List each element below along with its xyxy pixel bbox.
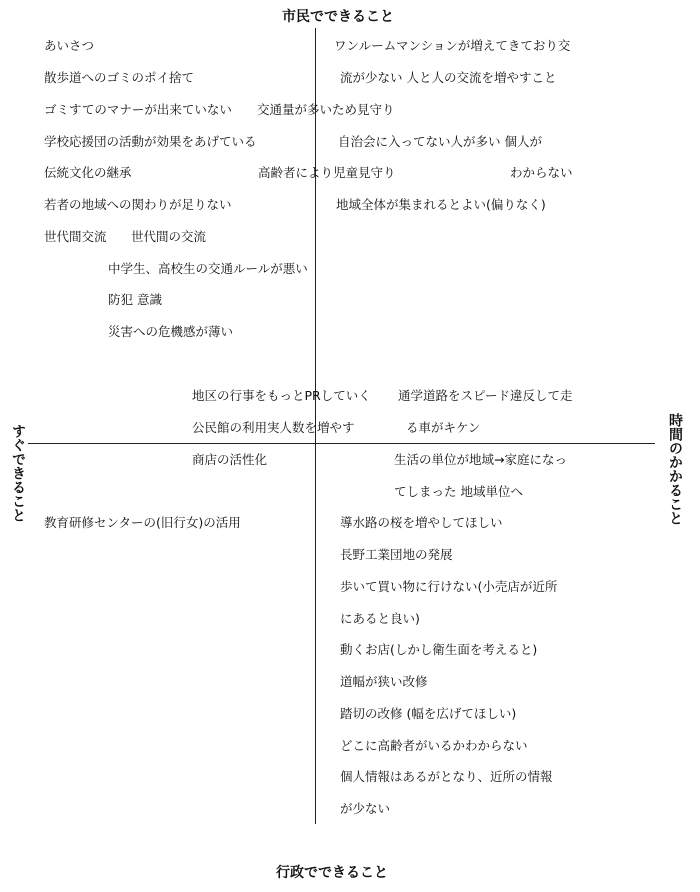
item-community-hall: 公民館の利用実人数を増やす	[192, 420, 355, 435]
item-generation-exchange-2: 世代間の交流	[131, 229, 207, 244]
item-student-traffic: 中学生、高校生の交通ルールが悪い	[108, 261, 308, 276]
axis-label-bottom: 行政でできること	[276, 865, 388, 881]
item-road-width: 道幅が狭い改修	[340, 674, 428, 689]
item-generation-exchange-1: 世代間交流	[44, 229, 107, 244]
item-speeding-1: 通学道路をスピード違反して走	[398, 388, 573, 403]
item-training-center: 教育研修センターの(旧行女)の活用	[44, 515, 241, 530]
item-disaster-awareness: 災害への危機感が薄い	[108, 324, 234, 339]
axis-label-top: 市民でできること	[282, 9, 394, 25]
item-personal-info-2: が少ない	[340, 801, 391, 816]
item-event-pr: 地区の行事をもっとPRしていく	[192, 388, 371, 403]
item-traffic-watch: 交通量が多いため見守り	[257, 102, 395, 117]
axis-label-right: 時間のかかること	[667, 413, 683, 525]
item-industrial-park: 長野工業団地の発展	[340, 547, 453, 562]
item-living-unit-2: てしまった 地域単位へ	[394, 484, 523, 499]
item-litter-walkway: 散歩道へのゴミのポイ捨て	[44, 70, 195, 85]
item-association-1: 自治会に入ってない人が多い 個人が	[338, 134, 542, 149]
axis-label-left: すぐできること	[10, 424, 26, 522]
item-association-2: わからない	[510, 165, 573, 180]
item-oneroom-2: 流が少ない 人と人の交流を増やすこと	[340, 70, 557, 85]
item-school-support: 学校応援団の活動が効果をあげている	[44, 134, 257, 149]
item-whole-community: 地域全体が集まれるとよい(偏りなく)	[336, 197, 546, 212]
item-youth-involvement: 若者の地域への関わりが足りない	[44, 197, 232, 212]
item-garbage-manners: ゴミすてのマナーが出来ていない	[44, 102, 232, 117]
item-crime-prevention: 防犯 意識	[108, 292, 162, 307]
item-shopping-access-1: 歩いて買い物に行けない(小売店が近所	[340, 579, 558, 594]
item-living-unit-1: 生活の単位が地域→家庭になっ	[394, 452, 567, 467]
item-mobile-shop: 動くお店(しかし衛生面を考えると)	[340, 642, 538, 657]
item-shopping-access-2: にあると良い)	[340, 611, 420, 626]
item-personal-info-1: 個人情報はあるがとなり、近所の情報	[340, 769, 553, 784]
item-elderly-location: どこに高齢者がいるかわからない	[340, 738, 528, 753]
item-speeding-2: る車がキケン	[406, 420, 481, 435]
item-greeting: あいさつ	[44, 38, 95, 53]
item-oneroom-1: ワンルームマンションが増えてきており交	[334, 38, 571, 53]
item-elderly-watch: 高齢者により児童見守り	[258, 165, 396, 180]
item-shop-revitalize: 商店の活性化	[192, 452, 268, 467]
horizontal-axis-line	[28, 443, 655, 444]
item-tradition: 伝統文化の継承	[44, 165, 132, 180]
item-railroad-crossing: 踏切の改修 (幅を広げてほしい)	[340, 706, 517, 721]
item-cherry-trees: 導水路の桜を増やしてほしい	[340, 515, 503, 530]
